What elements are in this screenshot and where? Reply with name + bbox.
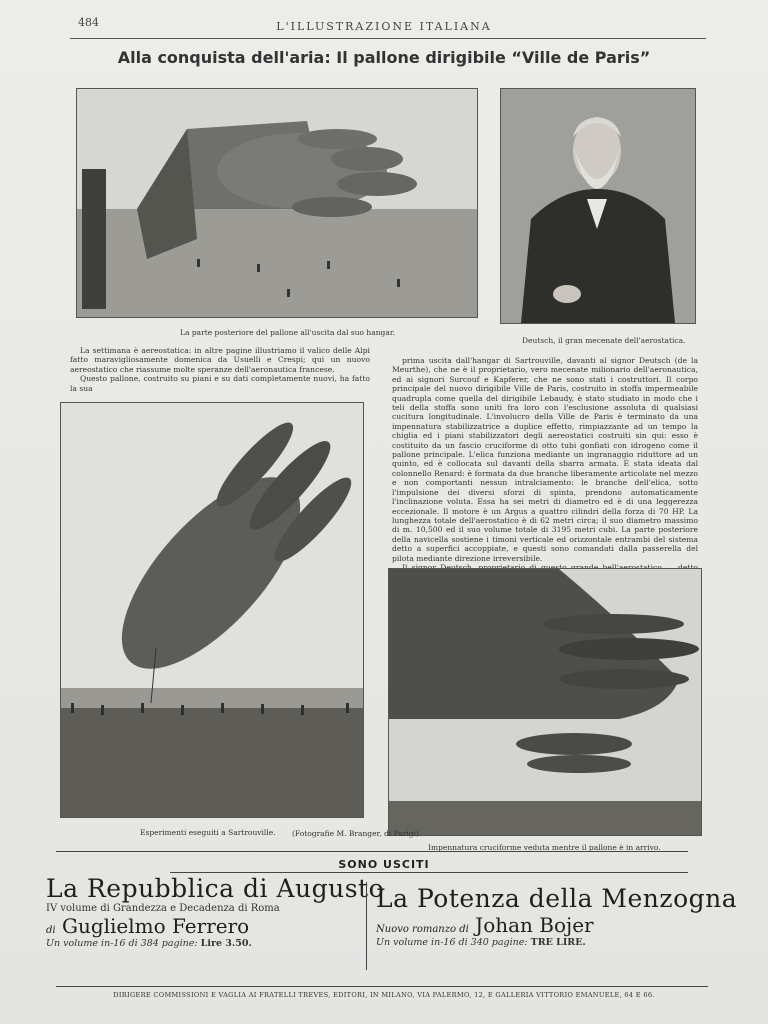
ad-book-1 bbox=[46, 874, 385, 949]
ad-kicker-rule bbox=[170, 872, 688, 873]
book-1-author-prefix: di bbox=[46, 925, 56, 936]
photo-caption-bottom-left: Esperimenti eseguiti a Sartrouville. bbox=[140, 828, 276, 837]
article-right-column bbox=[392, 356, 698, 601]
footer-publisher: DIRIGERE COMMISSIONI E VAGLIA AI FRATELLI TREVES, EDITORI, IN MILANO, VIA PALERMO, 12, E GALLERIA VITTORIO EMANUELE, 64 E 66. bbox=[113, 991, 655, 999]
airship-flight-photo bbox=[60, 402, 364, 818]
book-1-subtitle: IV volume di Grandezza e Decadenza di Roma bbox=[46, 903, 280, 914]
book-1-title: La Repubblica di Augusto bbox=[46, 874, 385, 903]
book-1-price-text: Un volume in-16 di 384 pagine: bbox=[46, 938, 198, 949]
ad-bottom-rule bbox=[56, 986, 708, 987]
article-left-intro bbox=[70, 346, 370, 393]
page-number: 484 bbox=[78, 16, 99, 29]
ad-divider bbox=[366, 882, 367, 970]
cruciform-tail-photo bbox=[388, 568, 702, 836]
book-2-author: Johan Bojer bbox=[475, 913, 594, 937]
book-1-price: Lire 3.50. bbox=[200, 938, 252, 949]
photo-caption-bottom-right: Impennatura cruciforme veduta mentre il pallone è in arrivo. bbox=[428, 843, 661, 852]
photo-caption-top-right: Deutsch, il gran mecenate dell'aerostatica. bbox=[522, 336, 686, 345]
book-2-price: TRE LIRE. bbox=[530, 937, 586, 948]
article-paragraph: Questo pallone, costruito su piani e su dati completamente nuovi, ha fatto la sua bbox=[70, 374, 370, 393]
deutsch-portrait-photo bbox=[500, 88, 696, 324]
airship-flight-illustration bbox=[61, 403, 363, 817]
photo-caption-top-left: La parte posteriore del pallone all'uscita dal suo hangar. bbox=[180, 328, 395, 337]
article-paragraph: prima uscita dall'hangar di Sartrouville, davanti al signor Deutsch (de la Meurthe), che ne è il proprietario, vero mecenate milionario dell'aeronautica, ed ai signori Surcouf e Kapferer, che ne sono stati i costruttori. Il corpo principale del nuovo dirigibile Ville de Paris, costruito in stoffa impermeabile quadrupla come quella del dirigibile Lebaudy, è stato studiato in modo che i teli della stoffa sono uniti fra loro con l'esclusione assoluta di qualsiasi cucitura longitudinale. L'involucro della Ville de Paris è terminato da una impennatura stabilizzatrice a duplice effetto, rimpiazzante ad un tempo la chiglia ed i piani stabilizzatori degli aereostatici costruiti sin qui: esso è costituito da un fascio cruciforme di otto tubi gonfiati con idrogeno come il pallone principale. L'elica funziona mediante un ingranaggio riduttore ad un quinto, ed è collocata sul davanti della sbarra armata. È stata ideata dal colonnello Renard: è formata da due branche liberamente articolate nel mezzo e non comportanti nessun intralciamento: le branche dell'elica, sotto l'impulsione dei diversi sforzi di spinta, prendono automaticamente l'inclinazione voluta. Essa ha sei metri di diametro ed è di una leggerezza eccezionale. Il motore è un Argus a quattro cilindri della forza di 70 HP. La lunghezza totale dell'aerostatico è di 62 metri circa; il suo diametro massimo di m. 10,500 ed il suo volume totale di 3195 metri cubi. La parte posteriore della navicella sostiene i timoni verticale ed orizzontale entrambi del sistema detto a superfici accoppiate, e questi sono comandati dalla passerella del pilota mediante direzione irreversibile. bbox=[392, 356, 698, 563]
book-2-subtitle: Nuovo romanzo di bbox=[376, 924, 469, 935]
header-rule bbox=[70, 38, 706, 39]
article-paragraph: La settimana è aereostatica: in altre pagine illustriamo il valico delle Alpi fatto maravigliosamente domenica da Usuelli e Crespi; qui un nuovo aereostatico che riassume molte speranze dell'aeronautica francese. bbox=[70, 346, 370, 374]
book-2-price-text: Un volume in-16 di 340 pagine: bbox=[376, 937, 528, 948]
ad-kicker: SONO USCITI bbox=[338, 858, 430, 871]
headline: Alla conquista dell'aria: Il pallone dirigibile “Ville de Paris” bbox=[117, 48, 651, 67]
publication-title: L'ILLUSTRAZIONE ITALIANA bbox=[276, 20, 492, 33]
hangar-airship-illustration bbox=[77, 89, 477, 317]
tail-illustration bbox=[389, 569, 701, 835]
photo-credit: (Fotografie M. Branger, di Parigi). bbox=[292, 829, 422, 838]
book-1-author: Guglielmo Ferrero bbox=[61, 914, 250, 938]
ad-top-rule bbox=[56, 851, 688, 852]
hangar-airship-photo bbox=[76, 88, 478, 318]
portrait-illustration bbox=[501, 89, 695, 323]
book-2-title: La Potenza della Menzogna bbox=[376, 884, 738, 913]
ad-book-2 bbox=[376, 884, 738, 948]
